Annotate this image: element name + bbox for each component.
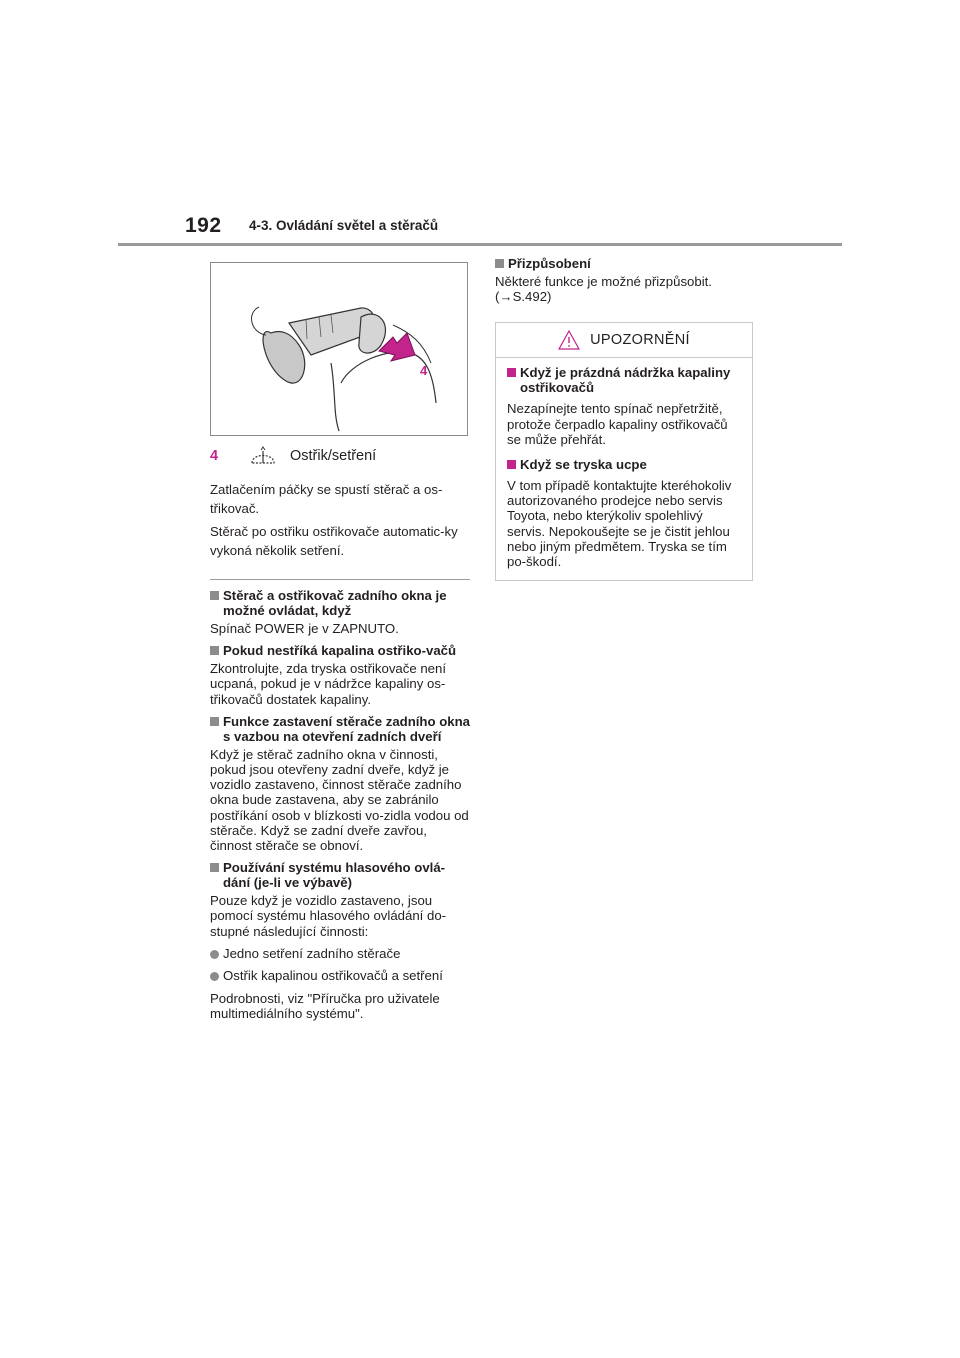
section-title: 4-3. Ovládání světel a stěračů: [249, 218, 439, 233]
subsection-heading: [210, 643, 470, 658]
subsection-heading: [210, 714, 470, 744]
warning-item-title: Když je prázdná nádržka kapaliny ostřikovačů: [520, 365, 731, 396]
paragraph: Stěrač po ostřiku ostřikovače automatic-ky vykoná několik setření.: [210, 524, 458, 558]
square-bullet-icon: [210, 717, 219, 726]
subsection-title: Používání systému hlasového ovlá-dání (je-li ve výbavě): [223, 860, 446, 891]
square-bullet-icon: [210, 646, 219, 655]
warning-triangle-icon: [558, 330, 580, 350]
callout-row: [210, 446, 470, 468]
subsection-body: Některé funkce je možné přizpůsobit. (→S.492): [495, 274, 712, 305]
figure-callout-label: 4: [420, 363, 428, 378]
page-header: [0, 0, 960, 250]
subsection-heading: [210, 860, 470, 890]
section-divider: [210, 579, 470, 580]
list-item-text: Ostřik kapalinou ostřikovačů a setření: [223, 968, 443, 984]
warning-item-body: V tom případě kontaktujte kteréhokoliv autorizovaného prodejce nebo servis Toyota, nebo kterýkoliv spolehlivý servis. Nepokoušejte se je čistit jehlou nebo jiným předmětem. Tryska se tím po-škodí.: [507, 478, 732, 570]
list-item-text: Jedno setření zadního stěrače: [223, 945, 401, 961]
subsection-body: Spínač POWER je v ZAPNUTO.: [210, 621, 399, 636]
header-divider: [118, 243, 842, 246]
list-item: [210, 946, 470, 962]
square-bullet-icon: [507, 368, 516, 377]
right-column: [495, 256, 753, 581]
round-bullet-icon: [210, 972, 219, 981]
warning-box: [495, 322, 753, 581]
square-bullet-icon: [210, 863, 219, 872]
warning-item-heading: [507, 457, 741, 472]
subsection-body: Když je stěrač zadního okna v činnosti, pokud jsou otevřeny zadní dveře, když je vozidlo zastaveno, činnost stěrače zadního okna bude zastavena, aby se zabránilo postříkání osob v blízkosti vo-zidla vodou od stěrače. Když se zadní dveře zavřou, činnost stěrače se obnoví.: [210, 746, 469, 854]
subsection-heading: [495, 256, 753, 271]
wiper-lever-illustration: [210, 262, 468, 436]
square-bullet-icon: [507, 460, 516, 469]
wiper-lever-drawing: [211, 263, 467, 435]
callout-number: 4: [210, 448, 219, 465]
warning-item-body: Nezapínejte tento spínač nepřetržitě, protože čerpadlo kapaliny ostřikovačů se může přehřát.: [507, 401, 728, 447]
callout-label: Ostřik/setření: [290, 448, 377, 465]
warning-heading: UPOZORNĚNÍ: [590, 331, 690, 348]
washer-spray-icon: [248, 446, 278, 468]
square-bullet-icon: [495, 259, 504, 268]
round-bullet-icon: [210, 950, 219, 959]
subsection-title: Stěrač a ostřikovač zadního okna je možné ovládat, když: [223, 588, 447, 618]
page-number: 192: [185, 214, 222, 237]
subsection-title: Pokud nestříká kapalina ostřiko-vačů: [223, 643, 457, 659]
subsection-title: Přizpůsobení: [508, 256, 591, 271]
warning-header: [496, 323, 752, 358]
subsection-body: Zkontrolujte, zda tryska ostřikovače není ucpaná, pokud je v nádržce kapaliny os-třikovačů dostatek kapaliny.: [210, 661, 447, 707]
left-column: [210, 262, 470, 1021]
square-bullet-icon: [210, 591, 219, 600]
paragraph: Zatlačením páčky se spustí stěrač a os-třikovač.: [210, 482, 443, 516]
warning-item-title: Když se tryska ucpe: [520, 457, 647, 473]
subsection-heading: [210, 588, 470, 618]
list-item: [210, 968, 470, 984]
warning-item-heading: [507, 365, 741, 395]
subsection-title: Funkce zastavení stěrače zadního okna s vazbou na otevření zadních dveří: [223, 713, 470, 744]
subsection-body: Pouze když je vozidlo zastaveno, jsou pomocí systému hlasového ovládání do-stupné následující činnosti:: [210, 893, 447, 939]
final-note: Podrobnosti, viz "Příručka pro uživatele multimediálního systému".: [210, 990, 440, 1022]
